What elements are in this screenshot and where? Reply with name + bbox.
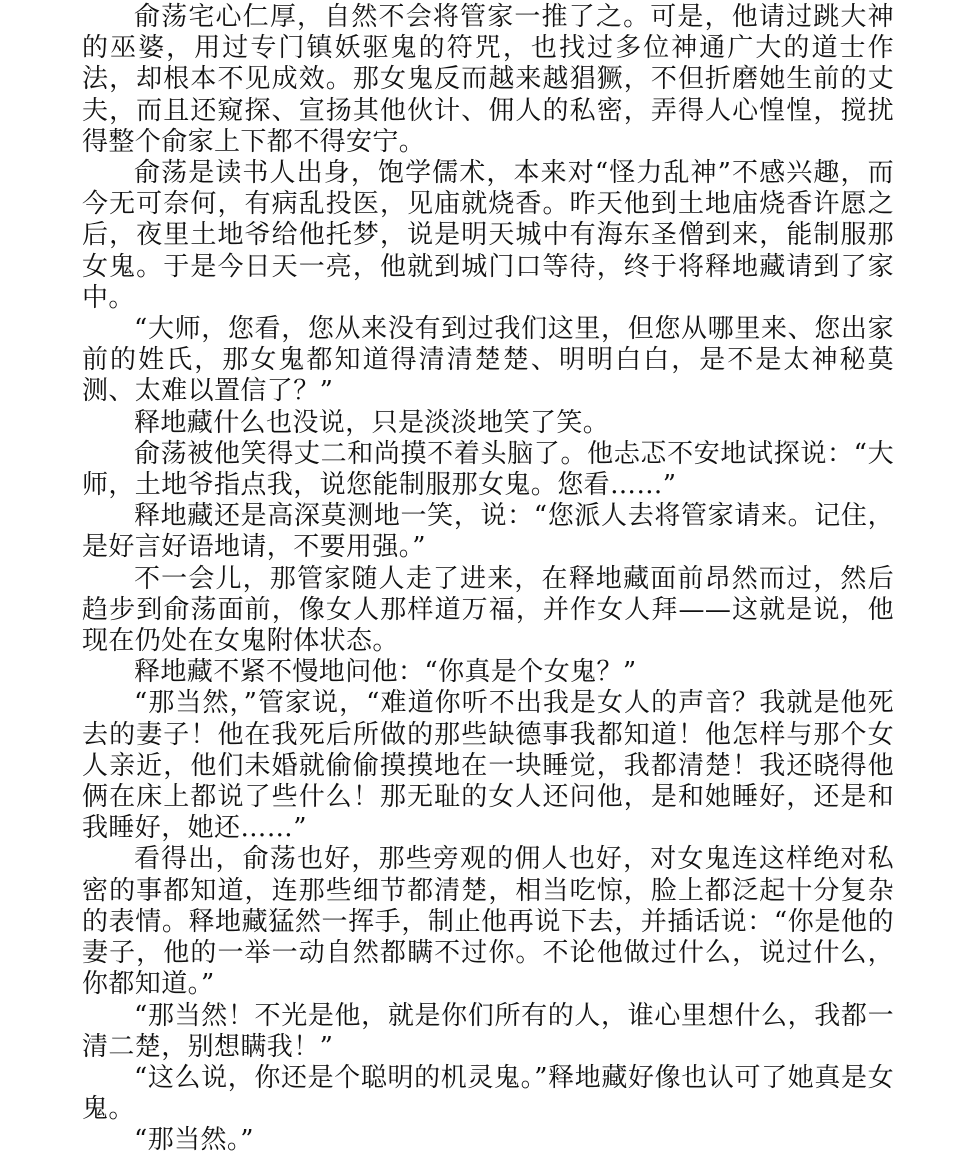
- paragraph: 释地藏不紧不慢地问他：“你真是个女鬼？”: [134, 657, 637, 688]
- paragraph: 释地藏什么也没说，只是淡淡地笑了笑。: [134, 407, 610, 438]
- paragraph: 俞荡是读书人出身，饱学儒术，本来对“怪力乱神”不感兴趣，而今无可奈何，有病乱投医，见庙就烧香。昨天他到土地庙烧香许愿之后，夜里土地爷给他托梦，说是明天城中有海东圣僧到来，能制服那女鬼。于是今日天一亮，他就到城门口等待，终于将释地藏请到了家中。: [82, 158, 894, 313]
- paragraph: 俞荡宅心仁厚，自然不会将管家一推了之。可是，他请过跳大神的巫婆，用过专门镇妖驱鬼的符咒，也找过多位神通广大的道士作法，却根本不见成效。那女鬼反而越来越猖獗，不但折磨她生前的丈夫，而且还窥探、宣扬其他伙计、佣人的私密，弄得人心惶惶，搅扰得整个俞家上下都不得安宁。: [82, 2, 894, 157]
- paragraph: 不一会儿，那管家随人走了进来，在释地藏面前昂然而过，然后趋步到俞荡面前，像女人那样道万福，并作女人拜——这就是说，他现在仍处在女鬼附体状态。: [82, 563, 894, 657]
- paragraph: 看得出，俞荡也好，那些旁观的佣人也好，对女鬼连这样绝对私密的事都知道，连那些细节都清楚，相当吃惊，脸上都泛起十分复杂的表情。释地藏猛然一挥手，制止他再说下去，并插话说：“你是他的妻子，他的一举一动自然都瞒不过你。不论他做过什么，说过什么，你都知道。”: [82, 844, 894, 1000]
- paragraph: 俞荡被他笑得丈二和尚摸不着头脑了。他忐忑不安地试探说：“大师，土地爷指点我，说您能制服那女鬼。您看……”: [82, 438, 894, 501]
- paragraph: “这么说，你还是个聪明的机灵鬼。”释地藏好像也认可了她真是女鬼。: [82, 1062, 894, 1125]
- paragraph: “那当然。”: [134, 1125, 254, 1156]
- paragraph: “那当然！不光是他，就是你们所有的人，谁心里想什么，我都一清二楚，别想瞒我！”: [82, 1000, 894, 1062]
- paragraph: “那当然，”管家说，“难道你听不出我是女人的声音？我就是他死去的妻子！他在我死后所做的那些缺德事我都知道！他怎样与那个女人亲近，他们未婚就偷偷摸摸地在一块睡觉，我都清楚！我还晓得他俩在床上都说了些什么！那无耻的女人还问他，是和她睡好，还是和我睡好，她还……”: [82, 688, 894, 844]
- paragraph: “大师，您看，您从来没有到过我们这里，但您从哪里来、您出家前的姓氏，那女鬼都知道得清清楚楚、明明白白，是不是太神秘莫测、太难以置信了？”: [82, 314, 894, 407]
- paragraph: 释地藏还是高深莫测地一笑，说：“您派人去将管家请来。记住，是好言好语地请，不要用强。”: [82, 501, 894, 563]
